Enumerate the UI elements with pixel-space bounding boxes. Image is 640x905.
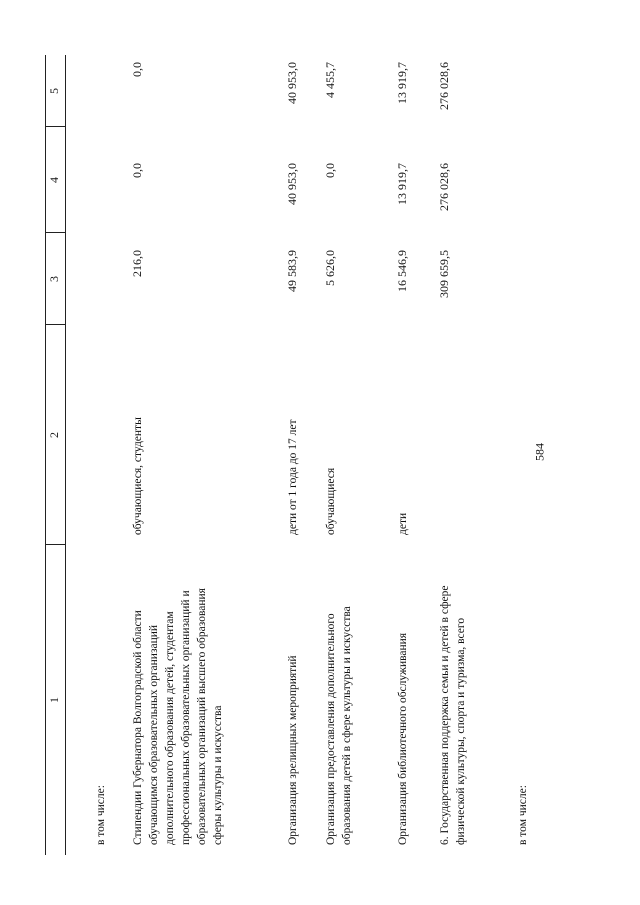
- column-header-1: 1: [47, 697, 61, 703]
- column-divider-4-5: [45, 126, 65, 127]
- row-value-col3: 216,0: [130, 250, 144, 277]
- row-value-col4: 13 919,7: [395, 163, 409, 205]
- row-value-col3: 49 583,9: [285, 250, 299, 292]
- row-value-col3: 5 626,0: [323, 250, 337, 286]
- row-recipients: дети: [397, 512, 409, 535]
- row-label: Организация предоставления дополнительного образования детей в сфере культуры и искусства: [325, 606, 353, 845]
- table-top-border: [45, 55, 46, 855]
- column-divider-2-3: [45, 324, 65, 325]
- column-header-4: 4: [47, 177, 61, 183]
- column-divider-1-2: [45, 544, 65, 545]
- row-value-col4: 276 028,6: [437, 163, 451, 211]
- row-value-col3: 309 659,5: [437, 250, 451, 298]
- row-value-col5: 4 455,7: [323, 62, 337, 98]
- row-label: в том числе:: [517, 785, 529, 845]
- row-value-col5: 40 953,0: [285, 62, 299, 104]
- row-recipients: дети от 1 года до 17 лет: [287, 419, 299, 535]
- row-value-col5: 0,0: [130, 62, 144, 77]
- row-value-col4: 0,0: [323, 163, 337, 178]
- column-header-2: 2: [47, 432, 61, 438]
- row-label: Организация библиотечного обслуживания: [397, 632, 409, 845]
- row-value-col4: 40 953,0: [285, 163, 299, 205]
- column-header-3: 3: [47, 276, 61, 282]
- row-recipients: обучающиеся: [325, 467, 337, 535]
- page-number: 584: [532, 443, 547, 461]
- row-label: Стипендии Губернатора Волгоградской области обучающимся образовательных организаций дополнительного образования детей, студентам профессиональных образовательных организаций и образовательных организаций высшего образования сферы культуры и искусства: [132, 588, 224, 845]
- row-label: 6. Государственная поддержка семьи и детей в сфере физической культуры, спорта и туризма, всего: [439, 585, 467, 845]
- row-label: в том числе:: [95, 785, 107, 845]
- row-value-col3: 16 546,9: [395, 250, 409, 292]
- row-value-col4: 0,0: [130, 163, 144, 178]
- budget-table: [45, 55, 605, 855]
- row-value-col5: 276 028,6: [437, 62, 451, 110]
- row-label: Организация зрелищных мероприятий: [287, 655, 299, 845]
- column-header-5: 5: [47, 88, 61, 94]
- row-value-col5: 13 919,7: [395, 62, 409, 104]
- column-divider-3-4: [45, 232, 65, 233]
- header-bottom-border: [65, 55, 66, 855]
- row-recipients: обучающиеся, студенты: [132, 417, 144, 535]
